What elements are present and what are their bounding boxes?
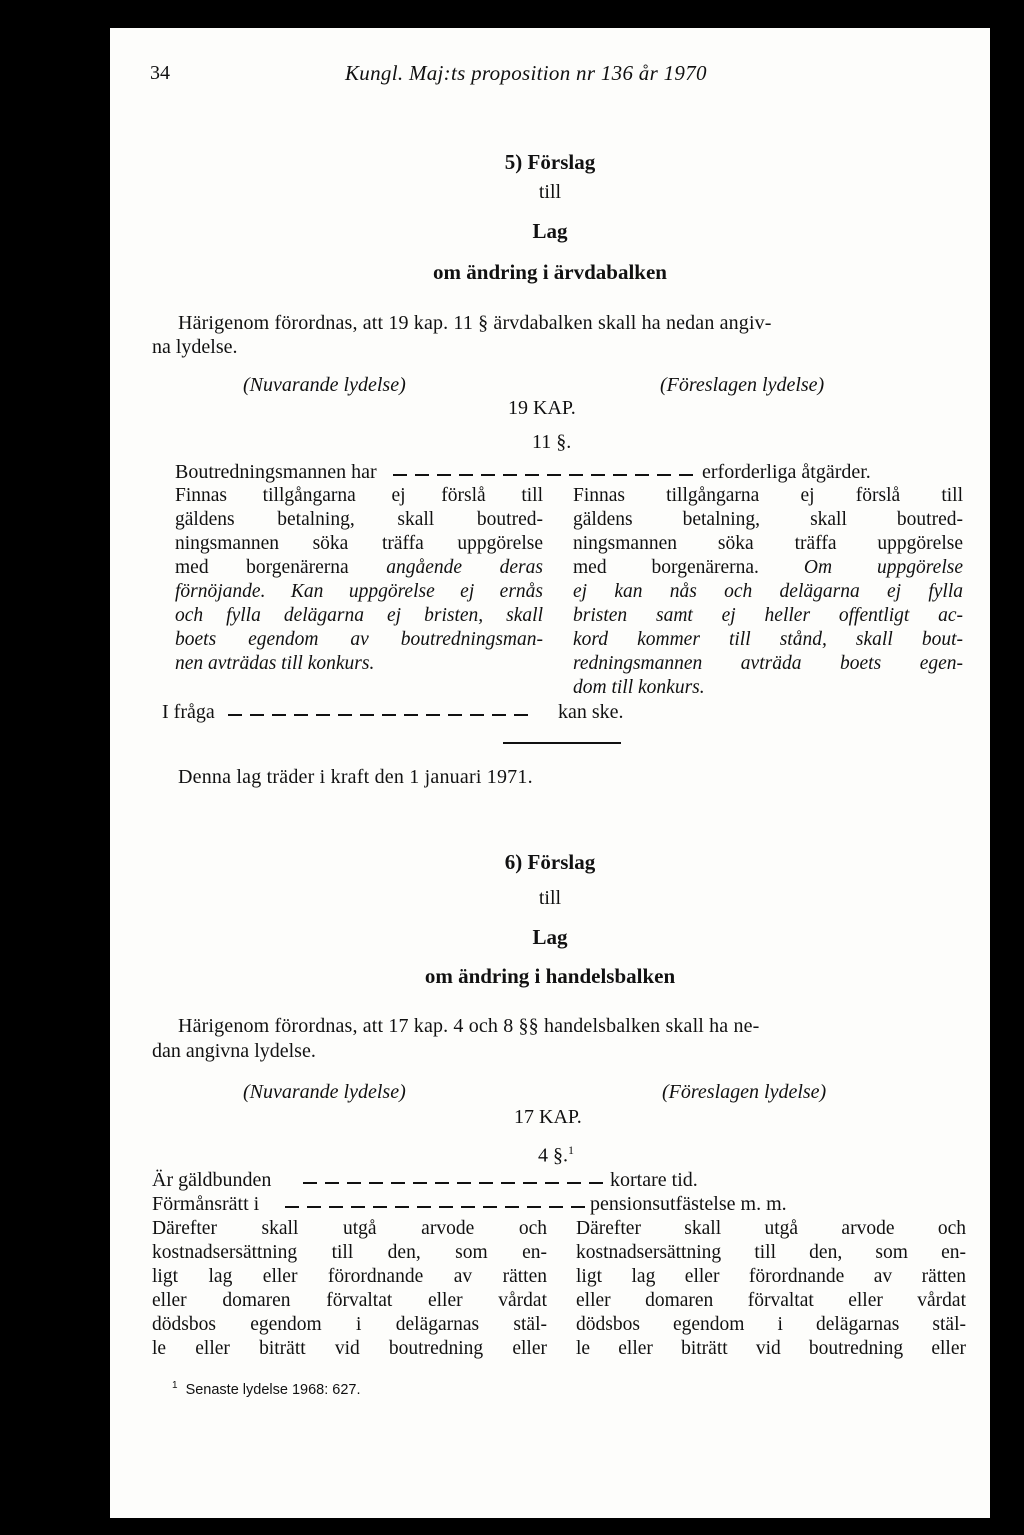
section6-chapter: 17 KAP. [514,1106,582,1128]
text-line: förnöjande. Kan uppgörelse ej ernås [175,581,543,602]
section6-row2-left: Förmånsrätt i [152,1193,260,1215]
text-line: bristen samt ej heller offentligt ac- [573,605,963,626]
section5-effective-date: Denna lag träder i kraft den 1 januari 1971. [178,766,533,788]
section6-intro-line2: dan angivna lydelse. [152,1040,316,1062]
text-line: dödsbos egendom i delägarnas stäl- [576,1314,966,1335]
section6-col-left-header: (Nuvarande lydelse) [243,1081,406,1103]
section6-paragraph: 4 §.$^1$ [538,1143,574,1167]
footnote [172,1377,361,1399]
text-line: ligt lag eller förordnande av rätten [576,1266,966,1287]
section6-intro-line1: Härigenom förordnas, att 17 kap. 4 och 8 §§ handelsbalken skall ha ne- [178,1015,760,1037]
section5-left-column [175,484,543,676]
text-line: boets egendom av boutredningsman- [175,629,543,650]
text-line: kostnadsersättning till den, som en- [576,1242,966,1263]
text-line: ningsmannen söka träffa uppgörelse [573,533,963,554]
section6-right-column [576,1217,966,1361]
text-line: och fylla delägarna ej bristen, skall [175,605,543,626]
section6-heading-till: till [538,887,562,909]
text-line: dödsbos egendom i delägarnas stäl- [152,1314,547,1335]
section5-intro-line1: Härigenom förordnas, att 19 kap. 11 § ärvdabalken skall ha nedan angiv- [178,312,772,334]
section6-heading-number: 6) Förslag [504,850,596,874]
text-line: Finnas tillgångarna ej förslå till [175,485,543,506]
text-line: eller domaren förvaltat eller vårdat [576,1290,966,1311]
section5-chapter: 19 KAP. [508,397,576,419]
section5-row-last-right: kan ske. [558,701,624,723]
footnote-reference: 1 [568,1143,574,1157]
text-line: eller domaren förvaltat eller vårdat [152,1290,547,1311]
text-line: gäldens betalning, skall boutred- [175,509,543,530]
section5-paragraph: 11 §. [532,431,572,453]
text-line: Därefter skall utgå arvode och [576,1218,966,1239]
text-line: kostnadsersättning till den, som en- [152,1242,547,1263]
section6-left-column [152,1217,547,1361]
section5-heading-number: 5) Förslag [504,150,596,174]
text-line: le eller biträtt vid boutredning eller [152,1338,547,1359]
section5-heading-subject: om ändring i ärvdabalken [433,260,667,284]
text-line: ej kan nås och delägarna ej fylla [573,581,963,602]
footnote-text: Senaste lydelse 1968: 627. [185,1381,361,1398]
section6-row2-right: pensionsutfästelse m. m. [590,1193,787,1215]
section5-heading-lag: Lag [532,219,568,243]
text-line: med borgenärerna. Om uppgörelse [573,557,963,578]
section6-heading-lag: Lag [532,925,568,949]
text-line: le eller biträtt vid boutredning eller [576,1338,966,1359]
section5-row1-right: erforderliga åtgärder. [702,461,871,483]
text-line: kord kommer till stånd, skall bout- [573,629,963,650]
section5-row1-left: Boutredningsmannen har [175,461,377,483]
text-line: med borgenärerna angående deras [175,557,543,578]
section6-heading-subject: om ändring i handelsbalken [424,964,676,988]
text-line: Därefter skall utgå arvode och [152,1218,547,1239]
text-line: gäldens betalning, skall boutred- [573,509,963,530]
section6-row1-left: Är gäldbunden [152,1169,272,1191]
section6-row1-right: kortare tid. [610,1169,698,1191]
text-line: redningsmannen avträda boets egen- [573,653,963,674]
section6-col-right-header: (Föreslagen lydelse) [662,1081,827,1103]
text-line: ningsmannen söka träffa uppgörelse [175,533,543,554]
running-title: Kungl. Maj:ts proposition nr 136 år 1970 [345,61,707,85]
section5-col-right-header: (Föreslagen lydelse) [660,374,825,396]
section5-heading-till: till [538,181,562,203]
section5-right-column [573,484,963,700]
section5-intro-line2: na lydelse. [152,336,238,358]
section5-col-left-header: (Nuvarande lydelse) [243,374,406,396]
text-line: ligt lag eller förordnande av rätten [152,1266,547,1287]
text-line: dom till konkurs. [573,677,705,698]
footnote-mark: 1 [172,1380,178,1391]
text-line: Finnas tillgångarna ej förslå till [573,485,963,506]
document-page [110,28,990,1518]
section-divider [503,742,621,744]
text-line: nen avträdas till konkurs. [175,653,375,674]
section5-row-last-left: I fråga [162,701,215,723]
page-number: 34 [150,62,170,84]
